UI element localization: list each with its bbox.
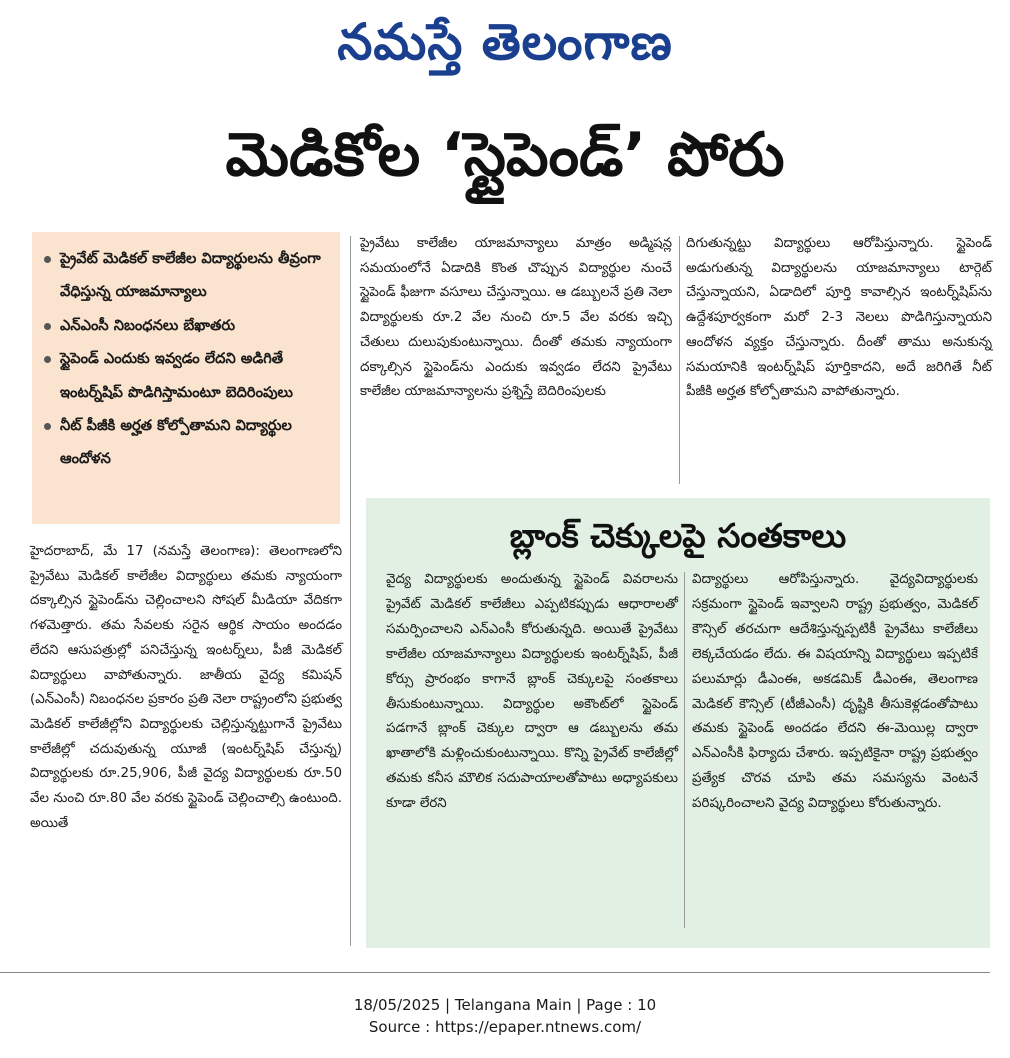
- article-column-left: [30, 540, 342, 836]
- summary-list: [42, 242, 332, 476]
- column-divider: [679, 236, 680, 484]
- sidebar-column-right: [692, 568, 978, 817]
- sidebar-paragraph: విద్యార్థులు ఆరోపిస్తున్నారు. వైద్యవిద్యార్థులకు సక్రమంగా స్టైపెండ్ ఇవ్వాలని రాష్ట్ర ప్రభుత్వం, మెడికల్ కౌన్సిల్ తరచుగా ఆదేశిస్తున్నప్పటికీ ప్రైవేటు కాలేజీలు లెక్కచేయడం లేదు. ఈ విషయాన్ని విద్యార్థులు ఇప్పటికే పలుమార్లు డీఎంఈ, అకడమిక్ డీఎంఈ, తెలంగాణ మెడికల్ కౌన్సిల్ (టీజీఎంసీ) దృష్టికి తీసుకెళ్లడంతోపాటు తమకు స్టైపెండ్ అందడం లేదని ఈ-మెయిల్ల ద్వారా ఎన్ఎంసీకి ఫిర్యాదు చేశారు. ఇప్పటికైనా రాష్ట్ర ప్రభుత్వం ప్రత్యేక చొరవ చూపి తమ సమస్యను వెంటనే పరిష్కరించాలని వైద్య విద్యార్థులు కోరుతున్నారు.: [692, 572, 978, 812]
- article-paragraph: హైదరాబాద్, మే 17 (నమస్తే తెలంగాణ): తెలంగాణలోని ప్రైవేటు మెడికల్ కాలేజీల విద్యార్థులు తమకు న్యాయంగా దక్కాల్సిన స్టైపెండ్‌ను చెల్లించాలని సోషల్ మీడియా వేదికగా గళమెత్తారు. తమ సేవలకు సరైన ఆర్థిక సాయం అందడం లేదని ఆసుపత్రుల్లో పనిచేస్తున్న ఇంటర్న్‌లు, పీజీ మెడికల్ విద్యార్థులు వాపోతున్నారు. జాతీయ వైద్య కమిషన్ (ఎన్ఎంసీ) నిబంధనల ప్రకారం ప్రతి నెలా రాష్ట్రంలోని ప్రభుత్వ మెడికల్ కాలేజీల్లోని విద్యార్థులకు చెల్లిస్తున్నట్టుగానే ప్రైవేటు కాలేజీల్లో చదువుతున్న యూజీ (ఇంటర్న్‌షిప్ చేస్తున్న) విద్యార్థులకు రూ.25,906, పీజీ వైద్య విద్యార్థులకు రూ.50 వేల నుంచి రూ.80 వేల వరకు స్టైపెండ్ చెల్లించాల్సి ఉంటుంది. అయితే: [30, 544, 342, 831]
- sidebar-paragraph: వైద్య విద్యార్థులకు అందుతున్న స్టైపెండ్ వివరాలను ప్రైవేట్ మెడికల్ కాలేజీలు ఎప్పటికప్పుడు ఆధారాలతో సమర్పించాలని ఎన్ఎంసీ కోరుతున్నది. అయితే ప్రైవేటు కాలేజీల యాజమాన్యాలు విద్యార్థులకు ఇంటర్న్‌షిప్, పీజీ కోర్సు ప్రారంభం కాగానే బ్లాంక్ చెక్కులపై సంతకాలు తీసుకుంటున్నాయి. విద్యార్థుల అకౌంట్‌లో స్టైపెండ్ పడగానే బ్లాంక్ చెక్కుల ద్వారా ఆ డబ్బులను తమ ఖాతాలోకి మళ్లించుకుంటున్నాయి. కొన్ని ప్రైవేట్ కాలేజీల్లో తమకు కనీస మౌలిక సదుపాయాలతోపాటు అధ్యాపకులు కూడా లేరని: [386, 572, 678, 812]
- summary-box: [32, 232, 340, 524]
- column-divider: [350, 236, 351, 946]
- footer-edition-line: 18/05/2025 | Telangana Main | Page : 10: [353, 996, 657, 1014]
- article-paragraph: దిగుతున్నట్టు విద్యార్థులు ఆరోపిస్తున్నారు. స్టైపెండ్ అడుగుతున్న విద్యార్థులను యాజమాన్యాలు టార్గెట్ చేస్తున్నాయని, ఏడాదిలో పూర్తి కావాల్సిన ఇంటర్న్‌షిప్‌ను ఉద్దేశపూర్వకంగా మరో 2-3 నెలలు పొడిగిస్తున్నాయని ఆందోళన వ్యక్తం చేస్తున్నారు. దీంతో తాము అనుకున్న సమయానికి ఇంటర్న్‌షిప్ పూర్తికాదని, అదే జరిగితే నీట్ పీజీకి అర్హత కోల్పోతామని వాపోతున్నారు.: [686, 236, 992, 400]
- sidebar-title: బ్లాంక్ చెక్కులపై సంతకాలు: [509, 516, 847, 555]
- article-paragraph: ప్రైవేటు కాలేజీల యాజమాన్యాలు మాత్రం అడ్మిషన్ల సమయంలోనే ఏడాదికి కొంత చొప్పున విద్యార్థుల నుంచే స్టైపెండ్ ఫీజుగా వసూలు చేస్తున్నాయి. ఆ డబ్బులనే ప్రతి నెలా విద్యార్థులకు రూ.2 వేల నుంచి రూ.5 వేల వరకు ఇచ్చి చేతులు దులుపుకుంటున్నాయి. దీంతో తమకు న్యాయంగా దక్కాల్సిన స్టైపెండ్‌ను ఎందుకు ఇవ్వడం లేదని ప్రైవేటు కాలేజీల యాజమాన్యాలను ప్రశ్నిస్తే బెదిరింపులకు: [360, 236, 672, 400]
- footer-source-line: Source : https://epaper.ntnews.com/: [368, 1018, 642, 1036]
- footer: [0, 994, 1010, 1038]
- article-column-right: [686, 232, 992, 405]
- summary-point: స్టైపెండ్ ఎందుకు ఇవ్వడం లేదని అడిగితే ఇంటర్న్‌షిప్ పొడిగిస్తామంటూ బెదిరింపులు: [42, 342, 332, 409]
- sidebar-column-divider: [684, 572, 685, 928]
- sidebar-box: [366, 498, 990, 948]
- summary-point: ఎన్ఎంసీ నిబంధనలు బేఖాతరు: [42, 309, 332, 342]
- summary-point: ప్రైవేట్ మెడికల్ కాలేజీల విద్యార్థులను తీవ్రంగా వేధిస్తున్న యాజమాన్యాలు: [42, 242, 332, 309]
- masthead-logo: నమస్తే తెలంగాణ: [337, 13, 673, 71]
- article-column-middle: [360, 232, 672, 405]
- sidebar-column-left: [386, 568, 678, 817]
- summary-point: నీట్ పీజీకి అర్హత కోల్పోతామని విద్యార్థుల ఆందోళన: [42, 409, 332, 476]
- headline: మెడికోల ‘స్టైపెండ్’ పోరు: [225, 120, 785, 190]
- footer-rule: [0, 972, 990, 973]
